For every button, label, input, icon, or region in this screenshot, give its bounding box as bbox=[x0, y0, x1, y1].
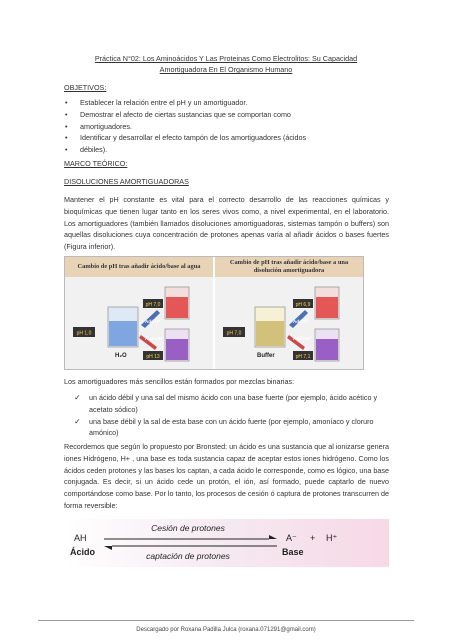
base-label: Base bbox=[282, 547, 304, 557]
left-ph-bottom: pH 13 bbox=[146, 354, 160, 360]
mezcla-text: una base débil y la sal de esta base con un ácido fuerte (por ejemplo, amoníaco y cloruro amónico) bbox=[89, 416, 374, 438]
right-add-h-label: Add H⁺ bbox=[293, 319, 309, 324]
equilibrium-diagram bbox=[64, 519, 389, 567]
mezclas-list bbox=[64, 392, 389, 439]
figure-right-title bbox=[215, 257, 363, 277]
plus-label: + bbox=[310, 533, 316, 543]
h-plus-label: H⁺ bbox=[326, 533, 338, 543]
figure-right-title-line-1: Cambio de pH tras añadir ácido/base a una bbox=[229, 259, 349, 266]
cesion-label: Cesión de protones bbox=[151, 523, 225, 533]
objetivo-item: • débiles). bbox=[64, 144, 389, 156]
right-ph-top: pH 6,9 bbox=[295, 302, 311, 308]
left-add-h-label: Add H⁺ bbox=[145, 319, 161, 324]
right-ph-mid: pH 7,0 bbox=[226, 330, 242, 337]
acido-label: Ácido bbox=[70, 547, 96, 557]
mezcla-item bbox=[64, 392, 389, 416]
left-caption: H₂O bbox=[115, 353, 127, 359]
left-ph-mid: pH 1,0 bbox=[76, 330, 92, 337]
paragraph-bronsted: Recordemos que según lo propuesto por Bronsted: un ácido es una sustancia que al ionizarse genera iones Hidrógeno, H+ , una base es toda sustancia capaz de aceptar estos iones hidrógeno. Como los ácidos ceden protones y las bases los captan, a cada ácido le corresponde, como es lógico, una base conjugada. Es decir, si un ácido cede un protón, el ión, así formado, puede captarlo de nuevo comportándose como base. Por lo tanto, los procesos de cesión ó captura de protones transcurren de forma reversible: bbox=[64, 442, 389, 510]
mezcla-item bbox=[64, 416, 389, 440]
figure-left-title: Cambio de pH tras añadir ácido/base al agua bbox=[65, 257, 213, 277]
right-caption: Buffer bbox=[257, 353, 275, 359]
objetivos-list bbox=[64, 97, 389, 156]
figure-right-title-line-2: disolución amortiguadora bbox=[253, 267, 325, 274]
disoluciones-heading: DISOLUCIONES AMORTIGUADORAS bbox=[64, 177, 189, 186]
title-line-2: Amortiguadora En El Organismo Humano bbox=[159, 65, 293, 74]
objetivo-item: • amortiguadores. bbox=[64, 121, 389, 133]
objetivo-item: • Demostrar el afecto de ciertas sustancias que se comportan como bbox=[64, 109, 389, 121]
equilibrium-svg bbox=[64, 519, 389, 567]
figure-illustration bbox=[65, 277, 363, 369]
paragraph-mezclas: Los amortiguadores más sencillos están formados por mezclas binarias: bbox=[64, 377, 295, 386]
mezcla-text: un ácido débil y una sal del mismo ácido con una base fuerte (por ejemplo, ácido acético y acetato sódico) bbox=[89, 393, 378, 414]
buffer-figure bbox=[64, 256, 364, 370]
title-line-1: Práctica N°02: Los Aminoácidos Y Las Proteinas Como Electrolitos: Su Capacidad bbox=[94, 54, 358, 63]
objetivo-item: • Identificar y desarrollar el efecto tampón de los amortiguadores (ácidos bbox=[64, 132, 389, 144]
right-add-oh-label: Add OH⁻ bbox=[293, 336, 313, 341]
objetivos-heading: OBJETIVOS: bbox=[64, 83, 107, 92]
objetivo-item: • Establecer la relación entre el pH y un amortiguador. bbox=[64, 97, 389, 109]
check-icon: ✓ bbox=[74, 393, 81, 402]
paragraph-buffers: Mantener el pH constante es vital para el correcto desarrollo de las reacciones químicas y bioquímicas que tienen lugar tanto en los seres vivos como, a nivel experimental, en el laboratorio. Los amortiguadores (también llamados disoluciones amortiguadoras, sistemas tampón o buffers) son aquellas disoluciones cuya concentración de protones apenas varía al añadir ácidos o bases fuertes (Figura inferior). bbox=[64, 195, 389, 252]
marco-teorico-heading: MARCO TEÓRICO: bbox=[64, 159, 128, 168]
document-title bbox=[70, 53, 382, 75]
right-ph-bottom: pH 7,1 bbox=[295, 354, 311, 360]
left-add-oh-label: Add OH⁻ bbox=[145, 336, 165, 341]
captacion-label: captación de protones bbox=[146, 551, 230, 561]
download-footer: Descargado por Roxana Padilla Julca (roxana.071291@gmail.com) bbox=[136, 627, 316, 633]
footer-divider bbox=[38, 620, 414, 621]
ah-label: AH bbox=[74, 533, 87, 543]
check-icon: ✓ bbox=[74, 416, 81, 426]
a-minus-label: A⁻ bbox=[286, 533, 297, 543]
left-ph-top: pH 7,0 bbox=[145, 302, 161, 308]
